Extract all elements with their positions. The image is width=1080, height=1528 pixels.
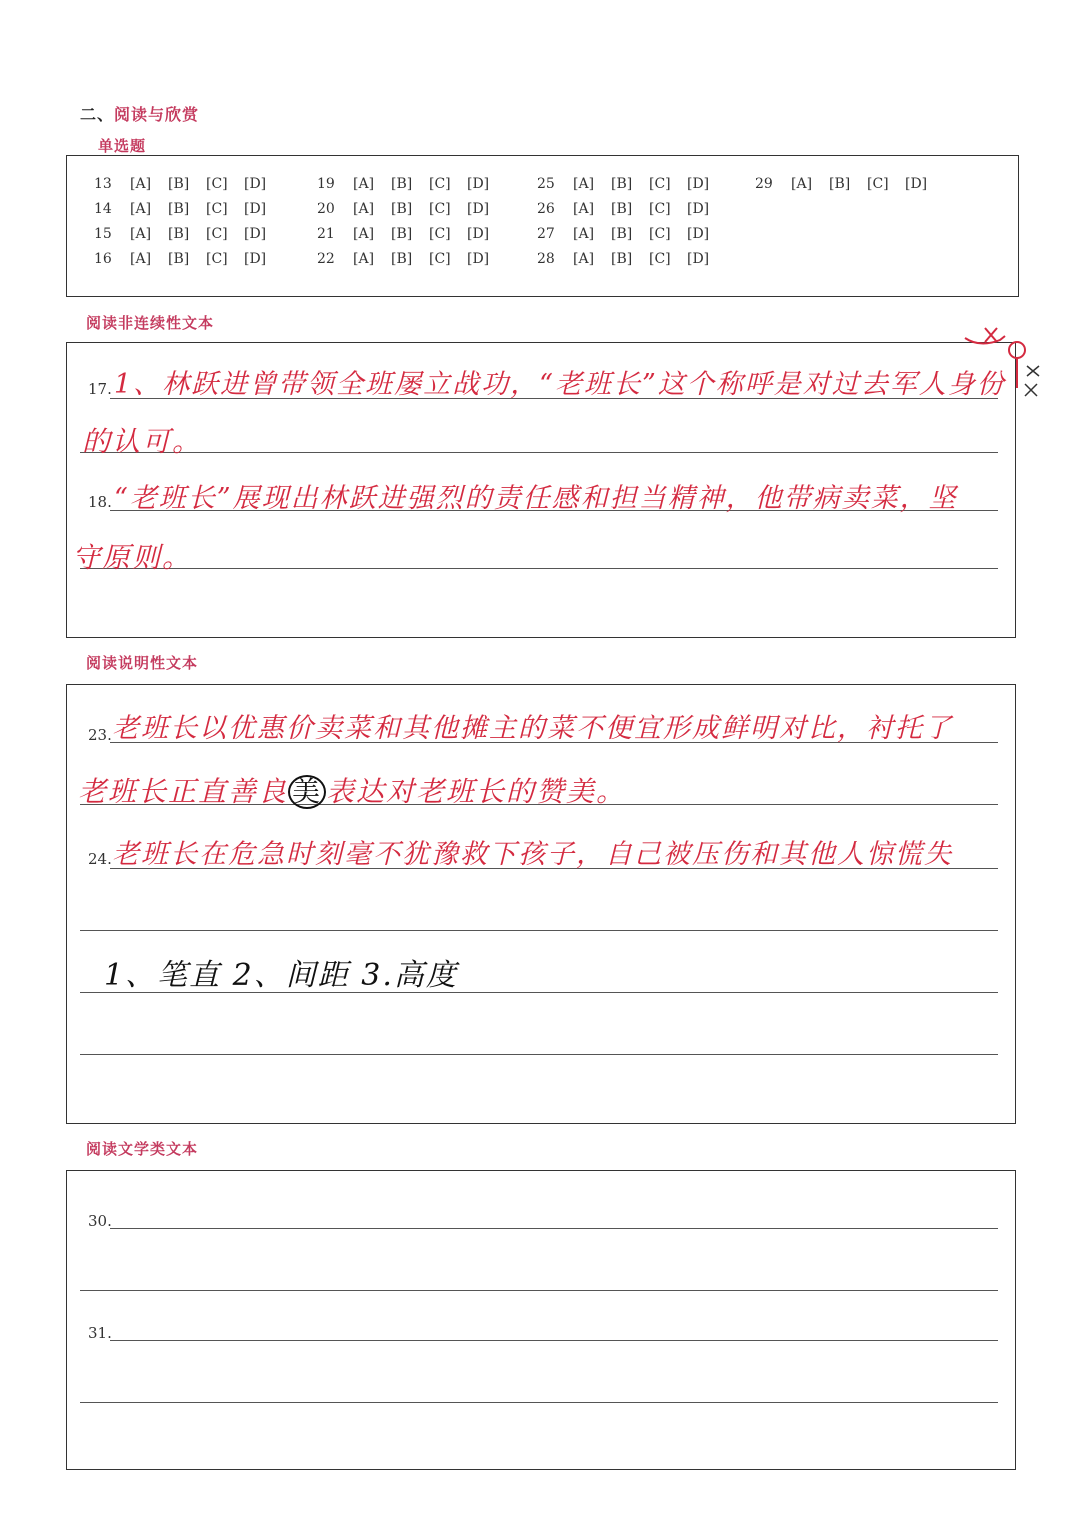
mc-option-bubble[interactable]: [C] — [429, 251, 451, 267]
section-heading-title: 阅读与欣赏 — [114, 105, 200, 124]
mc-option-bubble[interactable]: [D] — [244, 251, 267, 267]
mc-option-bubble[interactable]: [B] — [391, 251, 413, 267]
mc-question-number: 15 — [94, 226, 112, 242]
mc-option-bubble[interactable]: [D] — [244, 176, 267, 192]
mc-option-bubble[interactable]: [D] — [687, 201, 710, 217]
mc-option-bubble[interactable]: [B] — [611, 251, 633, 267]
q18-answer-line1: “老班长”展现出林跃进强烈的责任感和担当精神，他带病卖菜，坚 — [114, 483, 958, 514]
mc-option-bubble[interactable]: [D] — [467, 251, 490, 267]
answer-line — [110, 1228, 998, 1229]
mc-option-bubble[interactable]: [D] — [467, 176, 490, 192]
mc-question-row — [317, 226, 505, 242]
explanatory-answer-box — [66, 684, 1016, 1124]
q17-answer-line1: 1、林跃进曾带领全班屡立战功，“老班长”这个称呼是对过去军人身份 — [114, 369, 1006, 400]
literary-title: 阅读文学类文本 — [86, 1140, 199, 1158]
mc-option-bubble[interactable]: [A] — [791, 176, 813, 192]
mc-option-bubble[interactable]: [D] — [244, 226, 267, 242]
mc-question-number: 16 — [94, 251, 112, 267]
literary-answer-box — [66, 1170, 1016, 1470]
mc-option-bubble[interactable]: [C] — [206, 251, 228, 267]
mc-question-row — [317, 251, 505, 267]
q23-number: 23. — [88, 726, 112, 744]
answer-line — [80, 1054, 998, 1055]
mc-question-number: 21 — [317, 226, 335, 242]
answer-line — [80, 992, 998, 993]
q30-number: 30. — [88, 1212, 112, 1230]
answer-line — [80, 930, 998, 931]
answer-line — [80, 1290, 998, 1291]
mc-option-bubble[interactable]: [B] — [168, 201, 190, 217]
mc-option-bubble[interactable]: [D] — [244, 201, 267, 217]
answer-line — [110, 1340, 998, 1341]
mc-question-number: 19 — [317, 176, 335, 192]
q18-answer-line2: 守原则。 — [72, 541, 193, 574]
mc-option-bubble[interactable]: [D] — [467, 226, 490, 242]
mc-question-number: 27 — [537, 226, 555, 242]
mc-option-bubble[interactable]: [A] — [130, 226, 152, 242]
mc-option-bubble[interactable]: [C] — [206, 226, 228, 242]
mc-option-bubble[interactable]: [C] — [206, 176, 228, 192]
mc-option-bubble[interactable]: [C] — [429, 176, 451, 192]
mc-question-number: 20 — [317, 201, 335, 217]
mc-option-bubble[interactable]: [D] — [905, 176, 928, 192]
q23-answer-line1: 老班长以优惠价卖菜和其他摊主的菜不便宜形成鲜明对比，衬托了 — [112, 713, 953, 744]
mc-option-bubble[interactable]: [A] — [353, 226, 375, 242]
q17-answer-line2: 的认可。 — [82, 425, 203, 458]
mc-option-bubble[interactable]: [D] — [687, 251, 710, 267]
mc-option-bubble[interactable]: [B] — [611, 176, 633, 192]
q17-number: 17. — [88, 380, 112, 398]
mc-option-bubble[interactable]: [A] — [130, 201, 152, 217]
mc-option-bubble[interactable]: [B] — [168, 251, 190, 267]
q23-answer-line2 — [78, 770, 626, 810]
mc-question-number: 29 — [755, 176, 773, 192]
q24-answer-line1: 老班长在危急时刻毫不犹豫救下孩子，自己被压伤和其他人惊慌失 — [112, 839, 953, 870]
mc-question-row — [537, 226, 725, 242]
q23-answer-line2a: 老班长正直善良 — [78, 775, 289, 808]
mc-option-bubble[interactable]: [C] — [649, 226, 671, 242]
explanatory-title: 阅读说明性文本 — [86, 654, 199, 672]
mc-option-bubble[interactable]: [C] — [429, 226, 451, 242]
mc-question-row — [537, 251, 725, 267]
mc-option-bubble[interactable]: [D] — [467, 201, 490, 217]
grading-marks — [955, 318, 1055, 408]
mc-question-row — [537, 176, 725, 192]
mc-option-bubble[interactable]: [B] — [611, 226, 633, 242]
mc-option-bubble[interactable]: [A] — [573, 176, 595, 192]
mc-option-bubble[interactable]: [C] — [206, 201, 228, 217]
mc-question-row — [317, 176, 505, 192]
mc-question-row — [94, 176, 282, 192]
mc-question-number: 22 — [317, 251, 335, 267]
answer-line — [80, 1402, 998, 1403]
mc-option-bubble[interactable]: [C] — [867, 176, 889, 192]
mc-option-bubble[interactable]: [B] — [391, 176, 413, 192]
mc-option-bubble[interactable]: [B] — [168, 226, 190, 242]
circled-correction: 美 — [288, 775, 326, 809]
section-heading-prefix: 二、 — [80, 105, 115, 124]
handwritten-note: 1、笔直 2、间距 3.高度 — [104, 958, 458, 993]
mc-option-bubble[interactable]: [A] — [353, 251, 375, 267]
mc-question-row — [94, 251, 282, 267]
section-heading — [80, 102, 199, 125]
mc-option-bubble[interactable]: [B] — [829, 176, 851, 192]
mc-question-number: 13 — [94, 176, 112, 192]
mc-option-bubble[interactable]: [B] — [391, 201, 413, 217]
mc-option-bubble[interactable]: [D] — [687, 176, 710, 192]
mc-option-bubble[interactable]: [A] — [130, 176, 152, 192]
mc-option-bubble[interactable]: [A] — [353, 201, 375, 217]
mc-option-bubble[interactable]: [A] — [573, 251, 595, 267]
mc-question-number: 25 — [537, 176, 555, 192]
mc-option-bubble[interactable]: [B] — [391, 226, 413, 242]
mc-question-row — [317, 201, 505, 217]
answer-line — [80, 452, 998, 453]
q24-number: 24. — [88, 850, 112, 868]
mc-option-bubble[interactable]: [A] — [573, 226, 595, 242]
q23-answer-line2b: 表达对老班长的赞美。 — [326, 775, 627, 808]
q31-number: 31. — [88, 1324, 112, 1342]
mc-title: 单选题 — [98, 137, 147, 155]
mc-option-bubble[interactable]: [C] — [649, 201, 671, 217]
mc-option-bubble[interactable]: [C] — [429, 201, 451, 217]
answer-line — [80, 568, 998, 569]
mc-option-bubble[interactable]: [C] — [649, 251, 671, 267]
mc-option-bubble[interactable]: [A] — [353, 176, 375, 192]
mc-question-number: 28 — [537, 251, 555, 267]
mc-question-row — [755, 176, 943, 192]
noncontinuous-title: 阅读非连续性文本 — [86, 314, 215, 332]
mc-option-bubble[interactable]: [A] — [573, 201, 595, 217]
mc-option-bubble[interactable]: [D] — [687, 226, 710, 242]
mc-question-row — [537, 201, 725, 217]
mc-option-bubble[interactable]: [B] — [611, 201, 633, 217]
mc-question-number: 14 — [94, 201, 112, 217]
mc-option-bubble[interactable]: [A] — [130, 251, 152, 267]
q18-number: 18. — [88, 493, 112, 511]
mc-option-bubble[interactable]: [B] — [168, 176, 190, 192]
mc-option-bubble[interactable]: [C] — [649, 176, 671, 192]
mc-question-number: 26 — [537, 201, 555, 217]
mc-question-row — [94, 226, 282, 242]
mc-question-row — [94, 201, 282, 217]
